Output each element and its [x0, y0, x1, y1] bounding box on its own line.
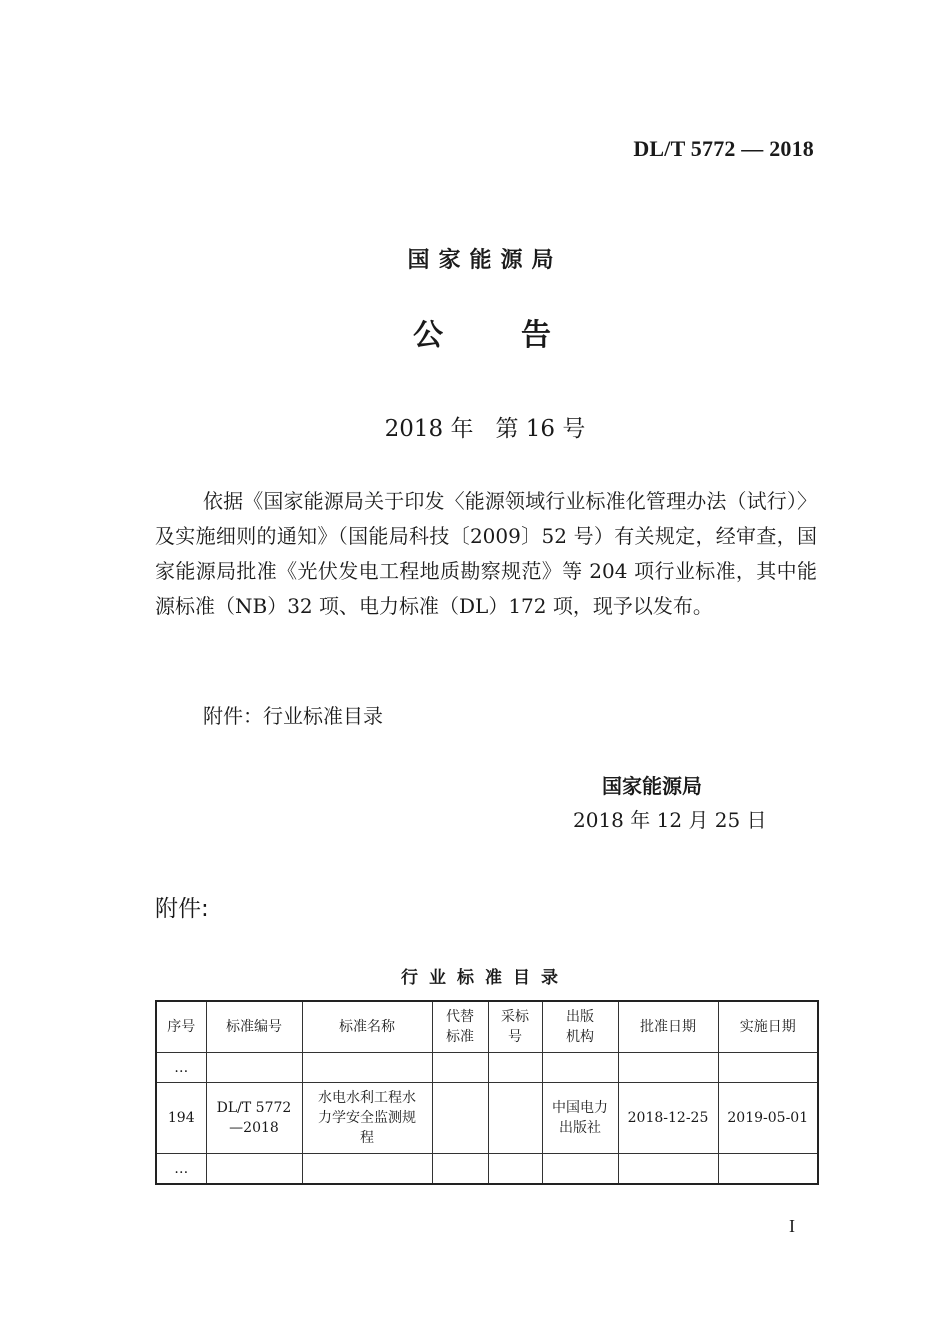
header-effective-date: 实施日期 — [718, 1001, 818, 1053]
header-approve-date: 批准日期 — [618, 1001, 718, 1053]
cell-code-text: DL/T 5772—2018 — [216, 1100, 292, 1136]
header-replace-text: 代替标准 — [445, 1009, 474, 1045]
standard-code: DL/T 5772 — 2018 — [633, 136, 814, 161]
table-row — [156, 1083, 818, 1154]
header-publisher-text: 出版机构 — [565, 1009, 594, 1045]
notice-title: 公告 — [413, 318, 629, 353]
issue-year: 2018 年 — [384, 416, 474, 442]
cell-effective-date: 2019-05-01 — [718, 1083, 818, 1154]
cell-name — [302, 1083, 432, 1154]
header-code: 标准编号 — [206, 1001, 302, 1053]
table-title: 行业标准目录 — [401, 968, 569, 988]
cell-name-text: 水电水利工程水力学安全监测规程 — [317, 1090, 416, 1146]
standards-table — [155, 1000, 819, 1185]
issue-seq: 第 16 号 — [495, 416, 586, 442]
cell-seq: 194 — [156, 1083, 206, 1154]
table-row-ellipsis — [156, 1053, 818, 1083]
table-header-row — [156, 1001, 818, 1053]
issue-number — [0, 410, 950, 443]
cell-publisher-text: 中国电力出版社 — [552, 1100, 608, 1136]
signature-agency: 国家能源局 — [602, 774, 702, 798]
header-name: 标准名称 — [302, 1001, 432, 1053]
header-seq: 序号 — [156, 1001, 206, 1053]
table-row-ellipsis — [156, 1154, 818, 1185]
agency-name: 国家能源局 — [407, 248, 563, 273]
appendix-label: 附件: — [155, 896, 209, 922]
header-publisher — [542, 1001, 618, 1053]
ellipsis-cell: … — [156, 1154, 206, 1185]
cell-approve-date: 2018-12-25 — [618, 1083, 718, 1154]
cell-publisher — [542, 1083, 618, 1154]
cell-code — [206, 1083, 302, 1154]
header-replace — [432, 1001, 488, 1053]
attachment-line: 附件：行业标准目录 — [203, 704, 383, 728]
header-adopt-text: 采标号 — [500, 1009, 529, 1045]
notice-body: 依据《国家能源局关于印发〈能源领域行业标准化管理办法（试行）〉及实施细则的通知》（国能局科技〔2009〕52 号）有关规定，经审查，国家能源局批准《光伏发电工程地质勘察规范》等 204 项行业标准，其中能源标准（NB）32 项、电力标准（DL）172 项，现予以发布。 — [155, 489, 817, 618]
cell-adopt — [488, 1083, 542, 1154]
ellipsis-cell: … — [156, 1053, 206, 1083]
signature-date: 2018 年 12 月 25 日 — [573, 808, 767, 832]
header-adopt — [488, 1001, 542, 1053]
cell-replace — [432, 1083, 488, 1154]
page-number: I — [789, 1216, 795, 1236]
